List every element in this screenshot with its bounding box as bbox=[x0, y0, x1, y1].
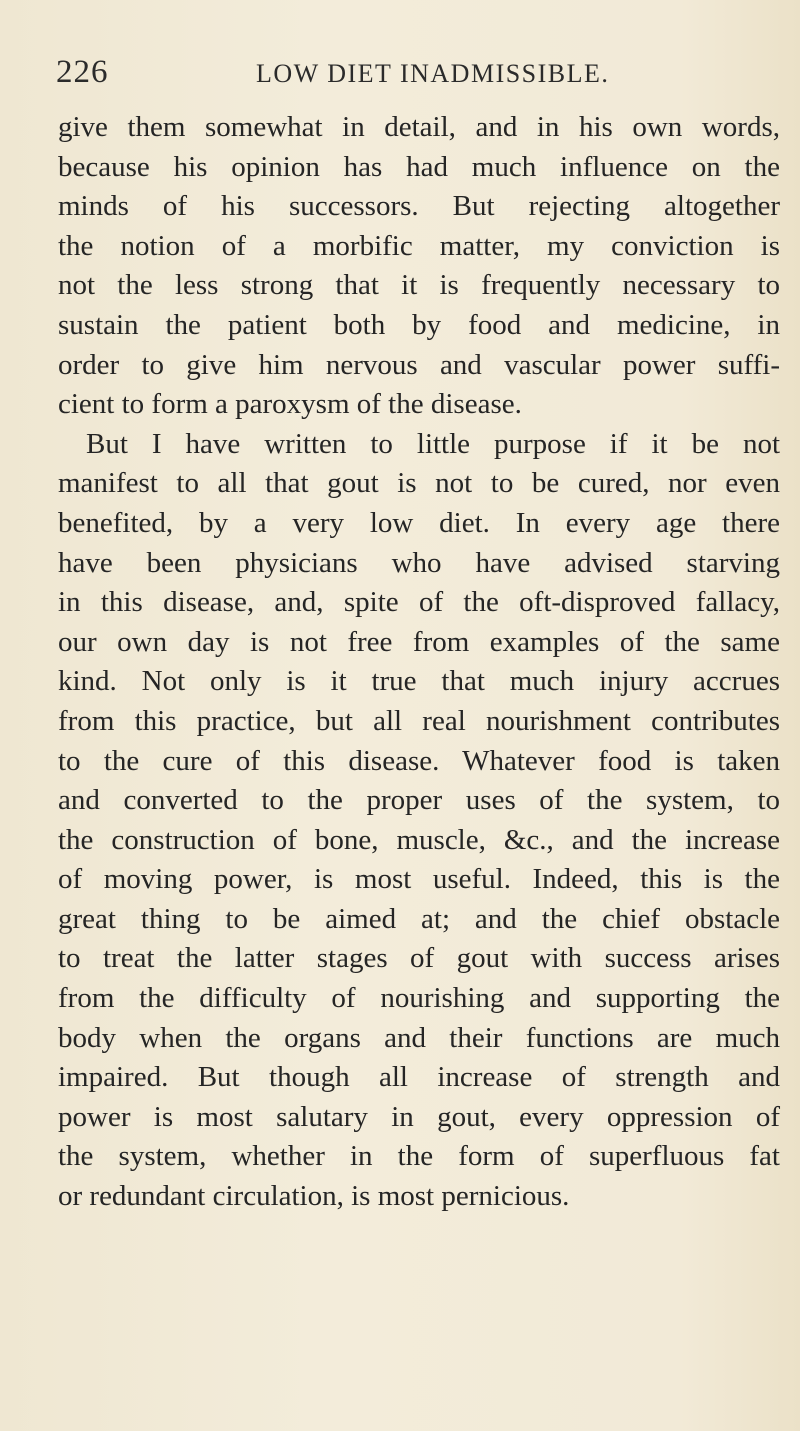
text-line: from the difficulty of nourishing and supporting the bbox=[58, 982, 780, 1015]
text-line: in this disease, and, spite of the oft-disproved fallacy, bbox=[58, 586, 780, 619]
text-line: not the less strong that it is frequently necessary to bbox=[58, 269, 780, 302]
text-line: from this practice, but all real nourishment contributes bbox=[58, 704, 780, 737]
text-line: kind. Not only is it true that much injury accrues bbox=[58, 665, 780, 698]
text-line: great thing to be aimed at; and the chief obstacle bbox=[58, 902, 780, 935]
body-text bbox=[58, 108, 780, 1217]
text-line: sustain the patient both by food and medicine, in bbox=[58, 308, 780, 341]
text-line: benefited, by a very low diet. In every age there bbox=[58, 506, 780, 539]
text-line: the construction of bone, muscle, &c., and the increase bbox=[58, 823, 780, 856]
text-line: order to give him nervous and vascular power suffi- bbox=[58, 348, 780, 381]
text-line: and converted to the proper uses of the system, to bbox=[58, 784, 780, 817]
page-number: 226 bbox=[56, 54, 109, 90]
text-line: But I have written to little purpose if it be not bbox=[86, 427, 780, 460]
text-line: the notion of a morbific matter, my conviction is bbox=[58, 229, 780, 262]
text-line: minds of his successors. But rejecting altogether bbox=[58, 190, 780, 223]
text-line: have been physicians who have advised starving bbox=[58, 546, 780, 579]
running-head: LOW DIET INADMISSIBLE. bbox=[256, 59, 610, 88]
text-line: the system, whether in the form of superfluous fat bbox=[58, 1140, 780, 1173]
text-line: of moving power, is most useful. Indeed, this is the bbox=[58, 863, 780, 896]
text-line: give them somewhat in detail, and in his own words, bbox=[58, 111, 780, 143]
text-line: or redundant circulation, is most pernicious. bbox=[58, 1180, 570, 1213]
text-line: cient to form a paroxysm of the disease. bbox=[58, 388, 522, 421]
text-line: because his opinion has had much influence on the bbox=[58, 150, 780, 183]
text-line: to treat the latter stages of gout with success arises bbox=[58, 942, 780, 975]
text-line: impaired. But though all increase of strength and bbox=[58, 1061, 780, 1094]
page-header bbox=[56, 52, 756, 92]
text-line: our own day is not free from examples of the same bbox=[58, 625, 780, 658]
text-line: to the cure of this disease. Whatever food is taken bbox=[58, 744, 780, 777]
text-line: manifest to all that gout is not to be cured, nor even bbox=[58, 467, 780, 500]
text-line: power is most salutary in gout, every oppression of bbox=[58, 1100, 780, 1133]
text-line: body when the organs and their functions are much bbox=[58, 1021, 780, 1054]
